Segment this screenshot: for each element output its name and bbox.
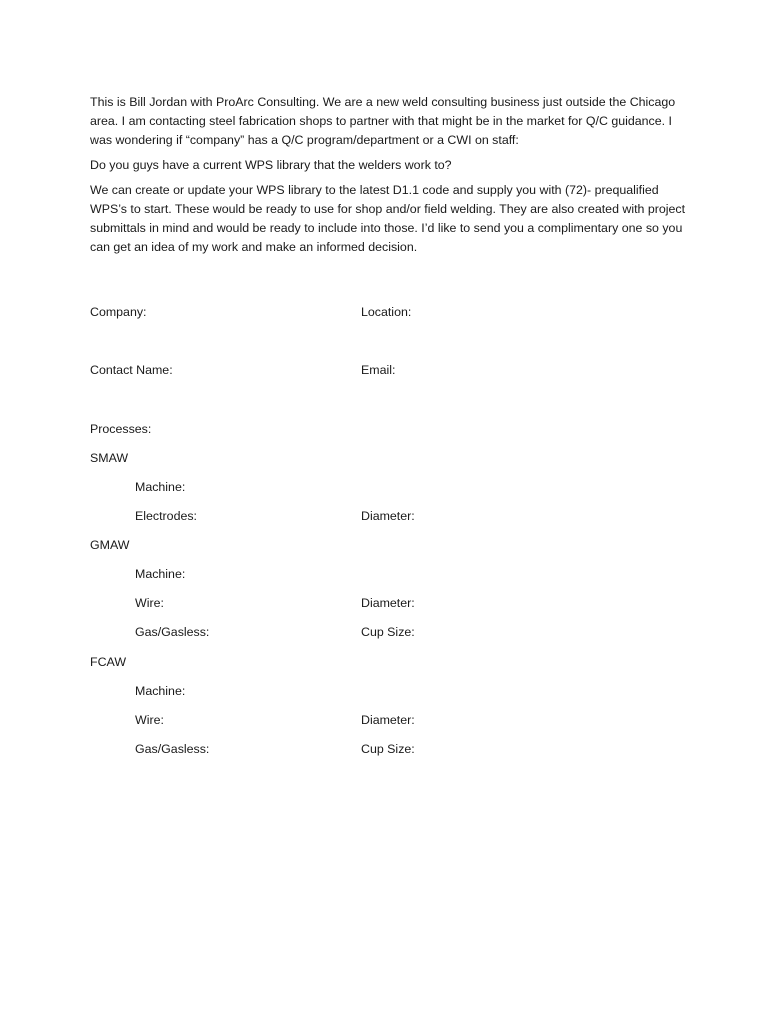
processes-row [0,420,768,438]
fcaw-diameter-label: Diameter: [361,713,415,727]
contact-name-label: Contact Name: [90,363,173,377]
fcaw-row [0,653,768,671]
intro-paragraph-3: We can create or update your WPS library to the latest D1.1 code and supply you with (72)- prequalified WPS’s to start. These would be ready to use for shop and/or field welding. They are also created with project submittals in mind and would be ready to include into those. I’d like to send you a complimentary one so you can get an idea of my work and make an informed decision. [90,183,686,254]
company-location-row [0,303,768,321]
processes-label: Processes: [90,422,152,436]
fcaw-gas-row [0,740,768,758]
smaw-machine-row [0,478,768,496]
gmaw-machine-row [0,565,768,583]
fcaw-title: FCAW [90,655,127,669]
smaw-machine-label: Machine: [135,480,186,494]
smaw-electrodes-label: Electrodes: [135,509,197,523]
smaw-diameter-label: Diameter: [361,509,415,523]
location-label: Location: [361,305,412,319]
smaw-electrodes-row [0,507,768,525]
contact-email-row [0,361,768,379]
intro-text [90,93,690,263]
gmaw-gas-row [0,623,768,641]
fcaw-gas-label: Gas/Gasless: [135,742,210,756]
fcaw-cup-size-label: Cup Size: [361,742,415,756]
gmaw-machine-label: Machine: [135,567,186,581]
smaw-row [0,449,768,467]
gmaw-cup-size-label: Cup Size: [361,625,415,639]
gmaw-gas-label: Gas/Gasless: [135,625,210,639]
company-label: Company: [90,305,147,319]
fcaw-machine-label: Machine: [135,684,186,698]
intro-paragraph-2: Do you guys have a current WPS library that the welders work to? [90,158,452,172]
email-label: Email: [361,363,396,377]
gmaw-wire-label: Wire: [135,596,164,610]
fcaw-wire-label: Wire: [135,713,164,727]
fcaw-machine-row [0,682,768,700]
gmaw-title: GMAW [90,538,130,552]
fcaw-wire-row [0,711,768,729]
gmaw-wire-row [0,594,768,612]
gmaw-row [0,536,768,554]
gmaw-diameter-label: Diameter: [361,596,415,610]
smaw-title: SMAW [90,451,129,465]
intro-paragraph-1: This is Bill Jordan with ProArc Consulting. We are a new weld consulting business just outside the Chicago area. I am contacting steel fabrication shops to partner with that might be in the market for Q/C guidance. I was wondering if “company” has a Q/C program/department or a CWI on staff: [90,95,676,147]
